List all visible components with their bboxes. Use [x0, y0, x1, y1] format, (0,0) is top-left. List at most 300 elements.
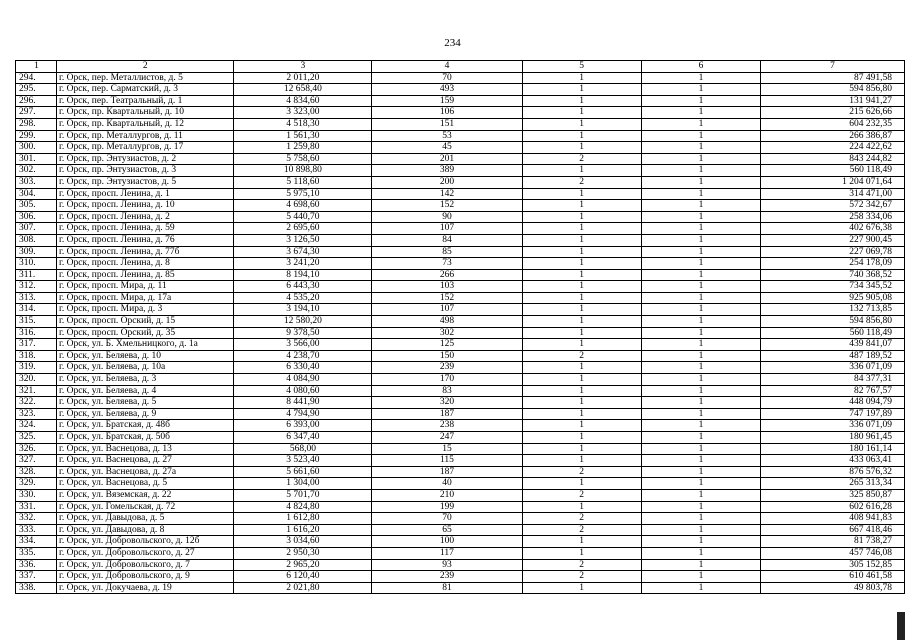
col5-cell: 1 [522, 327, 641, 339]
area-cell: 3 241,20 [234, 258, 372, 270]
amount-cell: 87 491,58 [761, 72, 905, 84]
amount-cell: 227 900,45 [761, 234, 905, 246]
amount-cell: 925 905,08 [761, 292, 905, 304]
row-number-cell: 324. [16, 420, 57, 432]
column-number-4: 4 [372, 61, 522, 73]
table-row [16, 223, 905, 235]
col6-cell: 1 [641, 292, 760, 304]
table-row [16, 107, 905, 119]
amount-cell: 457 746,08 [761, 547, 905, 559]
residents-cell: 103 [372, 281, 522, 293]
area-cell: 3 194,10 [234, 304, 372, 316]
col5-cell: 1 [522, 188, 641, 200]
col6-cell: 1 [641, 269, 760, 281]
residents-cell: 15 [372, 443, 522, 455]
amount-cell: 487 189,52 [761, 350, 905, 362]
column-number-row [16, 61, 905, 73]
col5-cell: 1 [522, 582, 641, 594]
col5-cell: 1 [522, 304, 641, 316]
col5-cell: 2 [522, 559, 641, 571]
residents-cell: 210 [372, 489, 522, 501]
amount-cell: 734 345,52 [761, 281, 905, 293]
row-number-cell: 326. [16, 443, 57, 455]
amount-cell: 82 767,57 [761, 385, 905, 397]
col6-cell: 1 [641, 304, 760, 316]
row-number-cell: 333. [16, 524, 57, 536]
address-cell: г. Орск, ул. Давыдова, д. 8 [57, 524, 234, 536]
table-row [16, 153, 905, 165]
col5-cell: 1 [522, 432, 641, 444]
row-number-cell: 302. [16, 165, 57, 177]
col5-cell: 1 [522, 142, 641, 154]
row-number-cell: 303. [16, 176, 57, 188]
col5-cell: 1 [522, 455, 641, 467]
col5-cell: 1 [522, 420, 641, 432]
column-number-2: 2 [57, 61, 234, 73]
col5-cell: 1 [522, 339, 641, 351]
col5-cell: 1 [522, 478, 641, 490]
residents-cell: 150 [372, 350, 522, 362]
address-cell: г. Орск, просп. Мира, д. 17а [57, 292, 234, 304]
column-number-6: 6 [641, 61, 760, 73]
row-number-cell: 319. [16, 362, 57, 374]
col5-cell: 1 [522, 362, 641, 374]
table-row [16, 130, 905, 142]
table-row [16, 571, 905, 583]
area-cell: 8 194,10 [234, 269, 372, 281]
col6-cell: 1 [641, 397, 760, 409]
col5-cell: 1 [522, 269, 641, 281]
residents-cell: 200 [372, 176, 522, 188]
col5-cell: 1 [522, 316, 641, 328]
table-row [16, 95, 905, 107]
col6-cell: 1 [641, 176, 760, 188]
table-row [16, 420, 905, 432]
col5-cell: 2 [522, 153, 641, 165]
residents-cell: 151 [372, 118, 522, 130]
residents-cell: 65 [372, 524, 522, 536]
col6-cell: 1 [641, 571, 760, 583]
table-row [16, 397, 905, 409]
table-row [16, 118, 905, 130]
row-number-cell: 299. [16, 130, 57, 142]
address-cell: г. Орск, просп. Ленина, д. 1 [57, 188, 234, 200]
row-number-cell: 301. [16, 153, 57, 165]
col5-cell: 2 [522, 176, 641, 188]
row-number-cell: 329. [16, 478, 57, 490]
col5-cell: 1 [522, 72, 641, 84]
address-cell: г. Орск, ул. Беляева, д. 10а [57, 362, 234, 374]
amount-cell: 180 161,14 [761, 443, 905, 455]
col6-cell: 1 [641, 489, 760, 501]
amount-cell: 254 178,09 [761, 258, 905, 270]
row-number-cell: 310. [16, 258, 57, 270]
residents-cell: 81 [372, 582, 522, 594]
row-number-cell: 296. [16, 95, 57, 107]
col5-cell: 2 [522, 489, 641, 501]
table-row [16, 350, 905, 362]
row-number-cell: 336. [16, 559, 57, 571]
amount-cell: 602 616,28 [761, 501, 905, 513]
table-row [16, 188, 905, 200]
address-cell: г. Орск, просп. Орский, д. 35 [57, 327, 234, 339]
table-row [16, 478, 905, 490]
amount-cell: 594 856,80 [761, 316, 905, 328]
address-cell: г. Орск, пр. Металлургов, д. 11 [57, 130, 234, 142]
table-row [16, 327, 905, 339]
row-number-cell: 315. [16, 316, 57, 328]
row-number-cell: 320. [16, 374, 57, 386]
table-row [16, 84, 905, 96]
residents-cell: 125 [372, 339, 522, 351]
residents-cell: 238 [372, 420, 522, 432]
address-cell: г. Орск, ул. Васнецова, д. 5 [57, 478, 234, 490]
col6-cell: 1 [641, 223, 760, 235]
table-row [16, 489, 905, 501]
residents-cell: 117 [372, 547, 522, 559]
address-cell: г. Орск, пр. Квартальный, д. 12 [57, 118, 234, 130]
area-cell: 12 658,40 [234, 84, 372, 96]
residents-cell: 45 [372, 142, 522, 154]
address-cell: г. Орск, просп. Ленина, д. 85 [57, 269, 234, 281]
amount-cell: 610 461,58 [761, 571, 905, 583]
table-row [16, 339, 905, 351]
address-cell: г. Орск, пер. Сарматский, д. 3 [57, 84, 234, 96]
column-number-3: 3 [234, 61, 372, 73]
amount-cell: 604 232,35 [761, 118, 905, 130]
row-number-cell: 332. [16, 513, 57, 525]
amount-cell: 336 071,09 [761, 420, 905, 432]
col6-cell: 1 [641, 200, 760, 212]
amount-cell: 747 197,89 [761, 408, 905, 420]
row-number-cell: 305. [16, 200, 57, 212]
col6-cell: 1 [641, 374, 760, 386]
row-number-cell: 318. [16, 350, 57, 362]
residents-cell: 187 [372, 408, 522, 420]
area-cell: 10 898,80 [234, 165, 372, 177]
col6-cell: 1 [641, 536, 760, 548]
row-number-cell: 328. [16, 466, 57, 478]
residents-cell: 239 [372, 362, 522, 374]
area-cell: 6 393,00 [234, 420, 372, 432]
address-cell: г. Орск, ул. Добровольского, д. 9 [57, 571, 234, 583]
col5-cell: 1 [522, 292, 641, 304]
residents-cell: 239 [372, 571, 522, 583]
residents-cell: 73 [372, 258, 522, 270]
amount-cell: 314 471,00 [761, 188, 905, 200]
table-row [16, 524, 905, 536]
area-cell: 4 080,60 [234, 385, 372, 397]
residents-cell: 302 [372, 327, 522, 339]
area-cell: 1 259,80 [234, 142, 372, 154]
col5-cell: 1 [522, 84, 641, 96]
amount-cell: 49 803,78 [761, 582, 905, 594]
col6-cell: 1 [641, 432, 760, 444]
row-number-cell: 306. [16, 211, 57, 223]
row-number-cell: 331. [16, 501, 57, 513]
table-row [16, 374, 905, 386]
address-cell: г. Орск, пр. Энтузиастов, д. 5 [57, 176, 234, 188]
row-number-cell: 325. [16, 432, 57, 444]
area-cell: 3 674,30 [234, 246, 372, 258]
table-row [16, 582, 905, 594]
table-row [16, 443, 905, 455]
amount-cell: 84 377,31 [761, 374, 905, 386]
address-cell: г. Орск, ул. Братская, д. 50б [57, 432, 234, 444]
row-number-cell: 313. [16, 292, 57, 304]
col6-cell: 1 [641, 72, 760, 84]
residents-cell: 107 [372, 304, 522, 316]
amount-cell: 402 676,38 [761, 223, 905, 235]
address-cell: г. Орск, просп. Ленина, д. 8 [57, 258, 234, 270]
residents-cell: 115 [372, 455, 522, 467]
col5-cell: 1 [522, 211, 641, 223]
amount-cell: 131 941,27 [761, 95, 905, 107]
address-cell: г. Орск, просп. Орский, д. 15 [57, 316, 234, 328]
residents-cell: 170 [372, 374, 522, 386]
col5-cell: 1 [522, 281, 641, 293]
table-row [16, 559, 905, 571]
col6-cell: 1 [641, 84, 760, 96]
area-cell: 1 304,00 [234, 478, 372, 490]
amount-cell: 132 713,85 [761, 304, 905, 316]
table-row [16, 432, 905, 444]
table-row [16, 385, 905, 397]
amount-cell: 433 063,41 [761, 455, 905, 467]
amount-cell: 258 334,06 [761, 211, 905, 223]
row-number-cell: 338. [16, 582, 57, 594]
col6-cell: 1 [641, 327, 760, 339]
amount-cell: 1 204 071,64 [761, 176, 905, 188]
col6-cell: 1 [641, 513, 760, 525]
col5-cell: 1 [522, 246, 641, 258]
area-cell: 5 758,60 [234, 153, 372, 165]
residents-cell: 159 [372, 95, 522, 107]
col5-cell: 1 [522, 258, 641, 270]
table-row [16, 466, 905, 478]
page-number: 234 [444, 37, 461, 49]
amount-cell: 740 368,52 [761, 269, 905, 281]
address-cell: г. Орск, ул. Беляева, д. 4 [57, 385, 234, 397]
table-row [16, 408, 905, 420]
table-row [16, 234, 905, 246]
table-row [16, 536, 905, 548]
area-cell: 3 323,00 [234, 107, 372, 119]
area-cell: 4 238,70 [234, 350, 372, 362]
col6-cell: 1 [641, 153, 760, 165]
col6-cell: 1 [641, 188, 760, 200]
row-number-cell: 316. [16, 327, 57, 339]
table-row [16, 200, 905, 212]
address-cell: г. Орск, пер. Металлистов, д. 5 [57, 72, 234, 84]
col5-cell: 1 [522, 408, 641, 420]
row-number-cell: 304. [16, 188, 57, 200]
amount-cell: 81 738,27 [761, 536, 905, 548]
area-cell: 4 794,90 [234, 408, 372, 420]
row-number-cell: 295. [16, 84, 57, 96]
area-cell: 5 701,70 [234, 489, 372, 501]
amount-cell: 224 422,62 [761, 142, 905, 154]
col5-cell: 1 [522, 374, 641, 386]
address-cell: г. Орск, ул. Добровольского, д. 12б [57, 536, 234, 548]
area-cell: 4 518,30 [234, 118, 372, 130]
residents-cell: 40 [372, 478, 522, 490]
amount-cell: 265 313,34 [761, 478, 905, 490]
residents-cell: 100 [372, 536, 522, 548]
area-cell: 1 612,80 [234, 513, 372, 525]
col6-cell: 1 [641, 107, 760, 119]
scan-edge-shadow [897, 612, 905, 640]
amount-cell: 843 244,82 [761, 153, 905, 165]
amount-cell: 336 071,09 [761, 362, 905, 374]
amount-cell: 594 856,80 [761, 84, 905, 96]
col6-cell: 1 [641, 165, 760, 177]
area-cell: 6 330,40 [234, 362, 372, 374]
area-cell: 3 034,60 [234, 536, 372, 548]
address-cell: г. Орск, пр. Энтузиастов, д. 3 [57, 165, 234, 177]
address-cell: г. Орск, ул. Беляева, д. 9 [57, 408, 234, 420]
col6-cell: 1 [641, 524, 760, 536]
area-cell: 4 824,80 [234, 501, 372, 513]
address-cell: г. Орск, пр. Металлургов, д. 17 [57, 142, 234, 154]
amount-cell: 180 961,45 [761, 432, 905, 444]
col5-cell: 1 [522, 95, 641, 107]
col5-cell: 1 [522, 130, 641, 142]
col6-cell: 1 [641, 466, 760, 478]
area-cell: 2 011,20 [234, 72, 372, 84]
col6-cell: 1 [641, 234, 760, 246]
column-number-1: 1 [16, 61, 57, 73]
row-number-cell: 323. [16, 408, 57, 420]
amount-cell: 448 094,79 [761, 397, 905, 409]
col6-cell: 1 [641, 211, 760, 223]
address-cell: г. Орск, ул. Докучаева, д. 19 [57, 582, 234, 594]
residents-cell: 320 [372, 397, 522, 409]
col5-cell: 2 [522, 466, 641, 478]
table-row [16, 72, 905, 84]
table-row [16, 513, 905, 525]
amount-cell: 667 418,46 [761, 524, 905, 536]
row-number-cell: 312. [16, 281, 57, 293]
address-cell: г. Орск, ул. Гомельская, д. 72 [57, 501, 234, 513]
address-cell: г. Орск, просп. Мира, д. 11 [57, 281, 234, 293]
col6-cell: 1 [641, 281, 760, 293]
address-cell: г. Орск, просп. Мира, д. 3 [57, 304, 234, 316]
column-number-7: 7 [761, 61, 905, 73]
col6-cell: 1 [641, 339, 760, 351]
table-row [16, 281, 905, 293]
residents-cell: 493 [372, 84, 522, 96]
col5-cell: 1 [522, 536, 641, 548]
col6-cell: 1 [641, 408, 760, 420]
address-cell: г. Орск, пр. Квартальный, д. 10 [57, 107, 234, 119]
row-number-cell: 311. [16, 269, 57, 281]
address-cell: г. Орск, ул. Б. Хмельницкого, д. 1а [57, 339, 234, 351]
col5-cell: 1 [522, 107, 641, 119]
area-cell: 6 443,30 [234, 281, 372, 293]
amount-cell: 876 576,32 [761, 466, 905, 478]
col6-cell: 1 [641, 478, 760, 490]
row-number-cell: 327. [16, 455, 57, 467]
residents-cell: 142 [372, 188, 522, 200]
residents-cell: 85 [372, 246, 522, 258]
col5-cell: 2 [522, 571, 641, 583]
row-number-cell: 322. [16, 397, 57, 409]
col6-cell: 1 [641, 559, 760, 571]
col6-cell: 1 [641, 258, 760, 270]
col6-cell: 1 [641, 501, 760, 513]
table-row [16, 455, 905, 467]
col6-cell: 1 [641, 95, 760, 107]
table-row [16, 246, 905, 258]
area-cell: 6 120,40 [234, 571, 372, 583]
col6-cell: 1 [641, 142, 760, 154]
area-cell: 5 440,70 [234, 211, 372, 223]
residents-cell: 247 [372, 432, 522, 444]
area-cell: 12 580,20 [234, 316, 372, 328]
col5-cell: 1 [522, 443, 641, 455]
address-cell: г. Орск, пр. Энтузиастов, д. 2 [57, 153, 234, 165]
residents-cell: 152 [372, 292, 522, 304]
amount-cell: 266 386,87 [761, 130, 905, 142]
area-cell: 3 566,00 [234, 339, 372, 351]
address-cell: г. Орск, ул. Васнецова, д. 27а [57, 466, 234, 478]
row-number-cell: 298. [16, 118, 57, 130]
area-cell: 4 834,60 [234, 95, 372, 107]
address-cell: г. Орск, пер. Театральный, д. 1 [57, 95, 234, 107]
col5-cell: 1 [522, 118, 641, 130]
area-cell: 1 561,30 [234, 130, 372, 142]
address-cell: г. Орск, ул. Васнецова, д. 27 [57, 455, 234, 467]
area-cell: 2 950,30 [234, 547, 372, 559]
amount-cell: 560 118,49 [761, 327, 905, 339]
col5-cell: 1 [522, 223, 641, 235]
table-row [16, 547, 905, 559]
table-row [16, 176, 905, 188]
table-row [16, 258, 905, 270]
col5-cell: 2 [522, 350, 641, 362]
address-cell: г. Орск, ул. Беляева, д. 3 [57, 374, 234, 386]
col5-cell: 1 [522, 200, 641, 212]
row-number-cell: 307. [16, 223, 57, 235]
address-cell: г. Орск, просп. Ленина, д. 76 [57, 234, 234, 246]
amount-cell: 408 941,83 [761, 513, 905, 525]
registry-table-body [16, 61, 905, 594]
residents-cell: 83 [372, 385, 522, 397]
col6-cell: 1 [641, 350, 760, 362]
table-row [16, 501, 905, 513]
residents-cell: 201 [372, 153, 522, 165]
row-number-cell: 330. [16, 489, 57, 501]
col5-cell: 1 [522, 165, 641, 177]
registry-table [15, 60, 905, 594]
registry-table-container [15, 60, 905, 594]
col5-cell: 1 [522, 501, 641, 513]
residents-cell: 199 [372, 501, 522, 513]
row-number-cell: 335. [16, 547, 57, 559]
amount-cell: 572 342,67 [761, 200, 905, 212]
table-row [16, 211, 905, 223]
col5-cell: 2 [522, 513, 641, 525]
col6-cell: 1 [641, 118, 760, 130]
address-cell: г. Орск, ул. Добровольского, д. 27 [57, 547, 234, 559]
area-cell: 4 698,60 [234, 200, 372, 212]
row-number-cell: 314. [16, 304, 57, 316]
address-cell: г. Орск, ул. Добровольского, д. 7 [57, 559, 234, 571]
address-cell: г. Орск, просп. Ленина, д. 59 [57, 223, 234, 235]
area-cell: 5 118,60 [234, 176, 372, 188]
residents-cell: 70 [372, 72, 522, 84]
